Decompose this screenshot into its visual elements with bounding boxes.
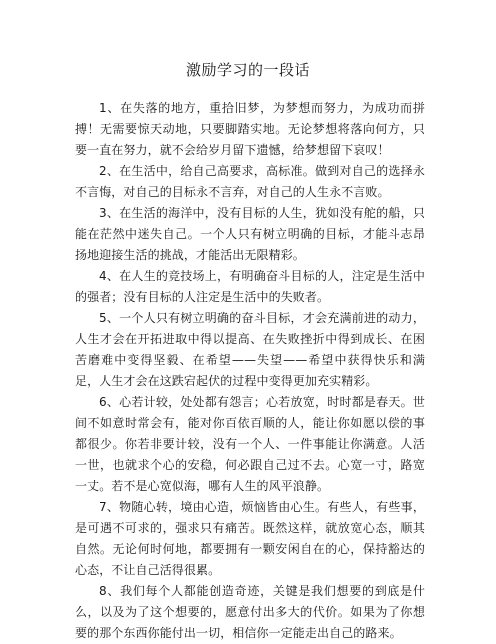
paragraph-6: 6、心若计较，处处都有怨言；心若放宽，时时都是春天。世间不如意时常会有，能对你百依百顺的人，能让你如愿以偿的事都很少。你若非要计较，没有一个人、一件事能让你满意。人活一世，也就求个心的安稳，何必跟自己过不去。心宽一寸，路宽一丈。若不是心宽似海，哪有人生的风平浪静。 xyxy=(75,395,425,493)
paragraph-3: 3、在生活的海洋中，没有目标的人生，犹如没有舵的船，只能在茫然中迷失自己。一个人只有树立明确的目标，才能斗志昂扬地迎接生活的挑战，才能活出无限精彩。 xyxy=(75,206,425,262)
paragraph-2: 2、在生活中，给自己高要求，高标准。做到对自己的选择永不言悔，对自己的目标永不言弃，对自己的人生永不言败。 xyxy=(75,164,425,199)
paragraph-8: 8、我们每个人都能创造奇迹，关键是我们想要的到底是什么，以及为了这个想要的，愿意付出多大的代价。如果为了你想要的那个东西你能付出一切，相信你一定能走出自己的路来。 xyxy=(75,584,425,640)
paragraph-1: 1、在失落的地方，重拾旧梦，为梦想而努力，为成功而拼搏！无需要惊天动地，只要脚踏实地。无论梦想将落向何方，只要一直在努力，就不会给岁月留下遗憾，给梦想留下哀叹！ xyxy=(75,101,425,157)
paragraph-7: 7、物随心转，境由心造，烦恼皆由心生。有些人，有些事，是可遇不可求的，强求只有痛苦。既然这样，就放宽心态，顺其自然。无论何时何地，都要拥有一颗安闲自在的心，保持豁达的心态，不让自己活得很累。 xyxy=(75,500,425,577)
paragraph-5: 5、一个人只有树立明确的奋斗目标，才会充满前进的动力，人生才会在开拓进取中得以提高、在失败挫折中得到成长、在困苦磨难中变得坚毅、在希望——失望——希望中获得快乐和满足，人生才会在这跌宕起伏的过程中变得更加充实精彩。 xyxy=(75,311,425,388)
document-title: 激励学习的一段话 xyxy=(185,61,310,79)
paragraph-4: 4、在人生的竞技场上，有明确奋斗目标的人，注定是生活中的强者；没有目标的人注定是生活中的失败者。 xyxy=(75,269,425,304)
document-body xyxy=(75,98,425,644)
